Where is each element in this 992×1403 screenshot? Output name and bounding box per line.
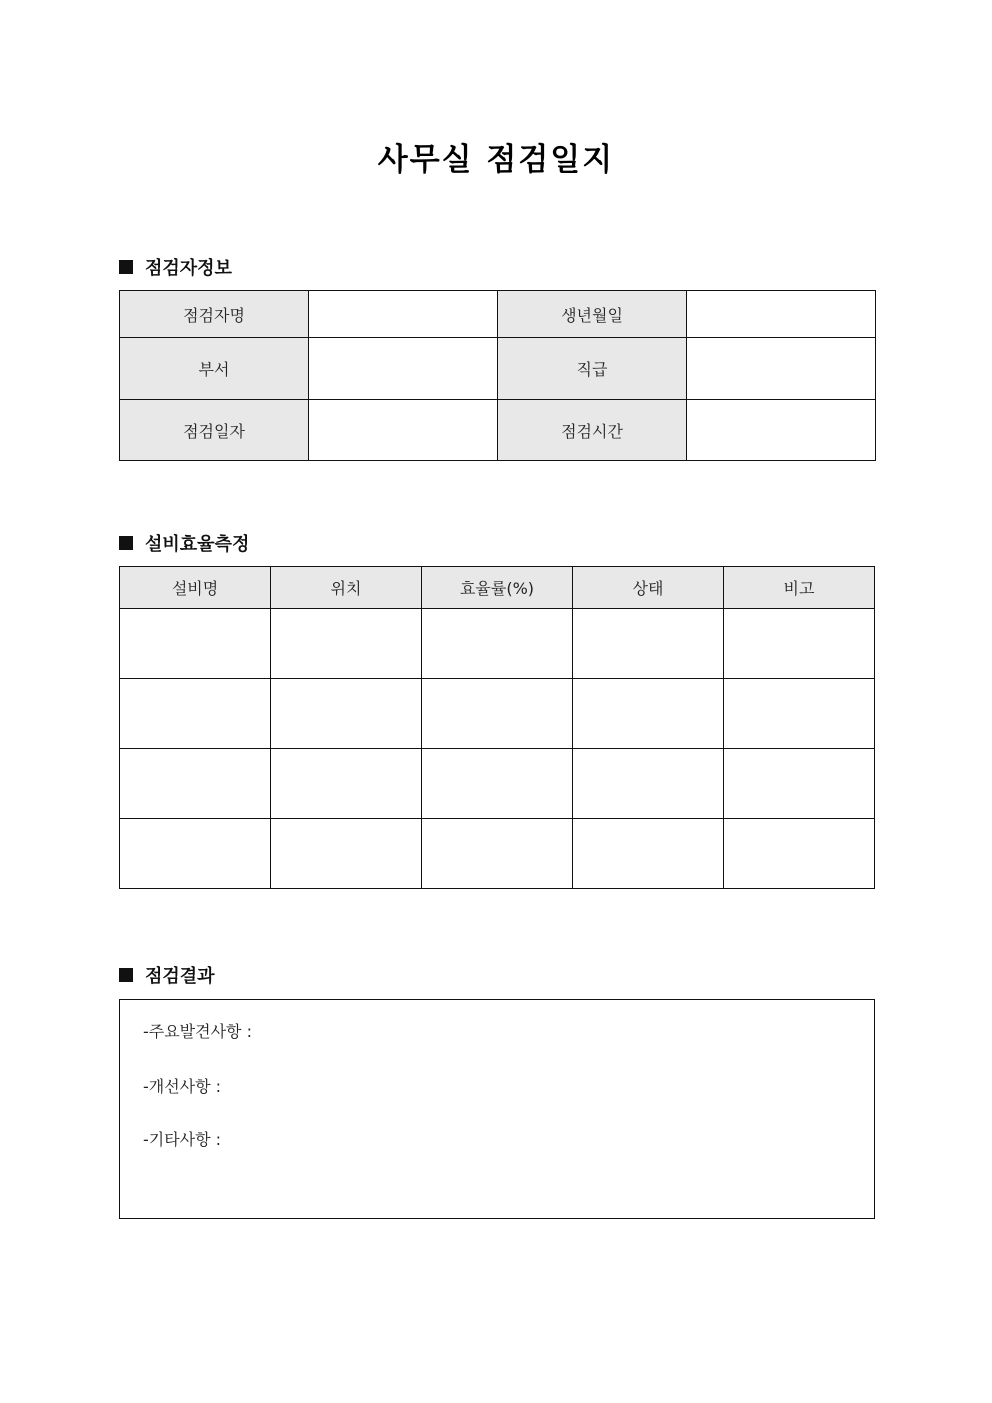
- column-header-equipment: 설비명: [120, 567, 271, 609]
- table-row: [120, 400, 876, 461]
- efficiency-table: [119, 566, 875, 889]
- label-inspection-date: 점검일자: [120, 400, 309, 461]
- table-cell[interactable]: [422, 749, 573, 819]
- inspector-info-table: [119, 290, 876, 461]
- table-cell[interactable]: [573, 609, 724, 679]
- section-heading-label: 점검자정보: [145, 258, 232, 279]
- label-inspection-time: 점검시간: [498, 400, 687, 461]
- inspection-results-box[interactable]: [119, 999, 875, 1219]
- section-heading-label: 설비효율측정: [145, 534, 250, 555]
- table-cell[interactable]: [271, 819, 422, 889]
- section-heading-label: 점검결과: [145, 966, 215, 987]
- square-bullet-icon: [119, 536, 133, 550]
- result-line-other: -기타사항 :: [143, 1130, 222, 1149]
- table-cell[interactable]: [271, 609, 422, 679]
- table-row: [120, 749, 875, 819]
- table-cell[interactable]: [120, 609, 271, 679]
- label-inspector-name: 점검자명: [120, 291, 309, 338]
- section-heading-efficiency: [119, 530, 249, 556]
- square-bullet-icon: [119, 968, 133, 982]
- table-cell[interactable]: [573, 819, 724, 889]
- result-line-improvements: -개선사항 :: [143, 1077, 222, 1096]
- table-cell[interactable]: [724, 819, 875, 889]
- table-cell[interactable]: [271, 679, 422, 749]
- table-row: [120, 679, 875, 749]
- table-cell[interactable]: [724, 609, 875, 679]
- label-department: 부서: [120, 338, 309, 400]
- section-heading-inspector-info: [119, 254, 232, 280]
- table-row: [120, 819, 875, 889]
- table-cell[interactable]: [422, 679, 573, 749]
- inspection-time-field[interactable]: [687, 400, 876, 461]
- column-header-notes: 비고: [724, 567, 875, 609]
- table-header-row: [120, 567, 875, 609]
- table-cell[interactable]: [120, 819, 271, 889]
- square-bullet-icon: [119, 260, 133, 274]
- column-header-location: 위치: [271, 567, 422, 609]
- table-cell[interactable]: [120, 749, 271, 819]
- inspection-date-field[interactable]: [309, 400, 498, 461]
- table-cell[interactable]: [573, 679, 724, 749]
- column-header-efficiency: 효율률(%): [422, 567, 573, 609]
- table-cell[interactable]: [120, 679, 271, 749]
- table-cell[interactable]: [271, 749, 422, 819]
- table-cell[interactable]: [573, 749, 724, 819]
- table-row: [120, 338, 876, 400]
- table-row: [120, 291, 876, 338]
- birth-date-field[interactable]: [687, 291, 876, 338]
- page-title: 사무실 점검일지: [377, 142, 615, 178]
- result-line-key-findings: -주요발견사항 :: [143, 1022, 252, 1041]
- label-birth-date: 생년월일: [498, 291, 687, 338]
- inspector-name-field[interactable]: [309, 291, 498, 338]
- section-heading-results: [119, 962, 215, 988]
- position-field[interactable]: [687, 338, 876, 400]
- department-field[interactable]: [309, 338, 498, 400]
- label-position: 직급: [498, 338, 687, 400]
- table-row: [120, 609, 875, 679]
- table-cell[interactable]: [724, 749, 875, 819]
- column-header-status: 상태: [573, 567, 724, 609]
- table-cell[interactable]: [724, 679, 875, 749]
- table-cell[interactable]: [422, 819, 573, 889]
- table-cell[interactable]: [422, 609, 573, 679]
